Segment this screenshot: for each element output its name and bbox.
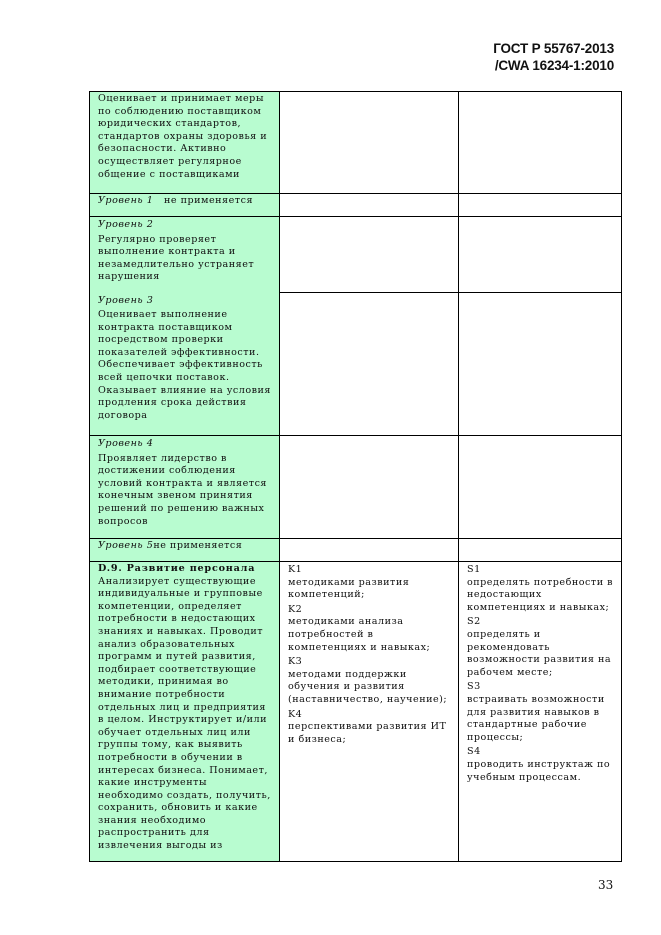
level-text: не применяется: [163, 195, 254, 206]
skills-cell: [459, 436, 622, 539]
knowledge-code: K3: [288, 656, 303, 668]
header-cwa-number: /CWA 16234-1:2010: [494, 58, 614, 73]
skills-cell: [459, 217, 622, 293]
skill-text: проводить инструктаж по учебным процессам.: [467, 758, 611, 783]
skill-code: S4: [467, 746, 481, 758]
description-cell: [90, 92, 280, 194]
table-row: [90, 436, 622, 539]
skill-code: S3: [467, 681, 481, 693]
level-text: Проявляет лидерство в достижении соблюдения условий контракта и является конечным звеном принятия решений по решению важных вопросов: [98, 452, 267, 527]
competence-table: [89, 91, 622, 862]
level-label: Уровень 1: [98, 195, 154, 206]
level-3-cell: [90, 293, 280, 436]
table-row: [90, 217, 622, 293]
skills-cell: [459, 92, 622, 194]
description-text: Оценивает и принимает меры по соблюдению поставщиком юридических стандартов, стандартов охраны здоровья и безопасности. Активно осуществляет регулярное общение с поставщиками: [98, 93, 268, 180]
skill-code: S1: [467, 564, 481, 575]
table-row: [90, 92, 622, 194]
knowledge-text: методами поддержки обучения и развития (наставничество, научение);: [288, 668, 448, 705]
level-label: Уровень 2: [98, 219, 154, 230]
knowledge-cell: [280, 194, 459, 217]
knowledge-cell: [280, 293, 459, 436]
level-1-cell: [90, 194, 280, 217]
table-row: [90, 293, 622, 436]
knowledge-code: K2: [288, 603, 303, 615]
level-label: Уровень 4: [98, 438, 154, 449]
knowledge-text: методиками развития компетенций;: [288, 576, 410, 601]
level-text: не применяется: [153, 540, 243, 551]
knowledge-text: методиками анализа потребностей в компетенциях и навыках;: [288, 616, 431, 653]
level-5-cell: [90, 539, 280, 562]
competence-description: Анализирует существующие индивидуальные и групповые компетенции, определяет потребности в недостающих знаниях и навыках. Проводит анализ образовательных программ и путей развития, подбирает соответствующие методики, принимая во внимание потребности отдельных лиц и предприятия в целом. Инструктирует и/или обучает отдельных лиц или группы тому, как выявить потребности в обучении в интересах бизнеса. Понимает, какие инструменты необходимо создать, получить, сохранить, обновить и какие знания необходимо распространить для извлечения выгоды из: [98, 575, 271, 852]
knowledge-cell: [280, 92, 459, 194]
level-label: Уровень 3: [98, 294, 154, 306]
level-4-cell: [90, 436, 280, 539]
knowledge-text: перспективами развития ИТ и бизнеса;: [288, 721, 447, 745]
skills-cell: [459, 539, 622, 562]
skill-code: S2: [467, 616, 481, 628]
d9-knowledge-cell: [280, 562, 459, 862]
knowledge-cell: [280, 436, 459, 539]
document-header: [493, 40, 614, 74]
skill-text: определять потребности в недостающих компетенциях и навыках;: [467, 576, 614, 613]
level-text: Регулярно проверяет выполнение контракта и незамедлительно устраняет нарушения: [98, 233, 255, 283]
knowledge-cell: [280, 539, 459, 562]
header-standard-number: ГОСТ Р 55767-2013: [493, 41, 614, 56]
table-row: [90, 539, 622, 562]
d9-skills-cell: [459, 562, 622, 862]
d9-description-cell: [90, 562, 280, 862]
level-label: Уровень 5: [98, 540, 154, 551]
knowledge-cell: [280, 217, 459, 293]
table-row: [90, 194, 622, 217]
knowledge-code: K1: [288, 564, 303, 575]
skills-cell: [459, 293, 622, 436]
level-2-cell: [90, 217, 280, 293]
skill-text: встраивать возможности для развития навыков в стандартные рабочие процессы;: [467, 693, 605, 743]
skills-cell: [459, 194, 622, 217]
skill-text: определять и рекомендовать возможности развития на рабочем месте;: [467, 628, 612, 678]
page-number: 33: [598, 878, 614, 892]
level-text: Оценивает выполнение контракта поставщиком посредством проверки показателей эффективности. Обеспечивает эффективность всей цепочки поставок. Оказывает влияние на условия продления срока действия договора: [98, 309, 271, 421]
competence-title: D.9. Развитие персонала: [98, 563, 256, 574]
table-row: [90, 562, 622, 862]
knowledge-code: K4: [288, 708, 303, 720]
